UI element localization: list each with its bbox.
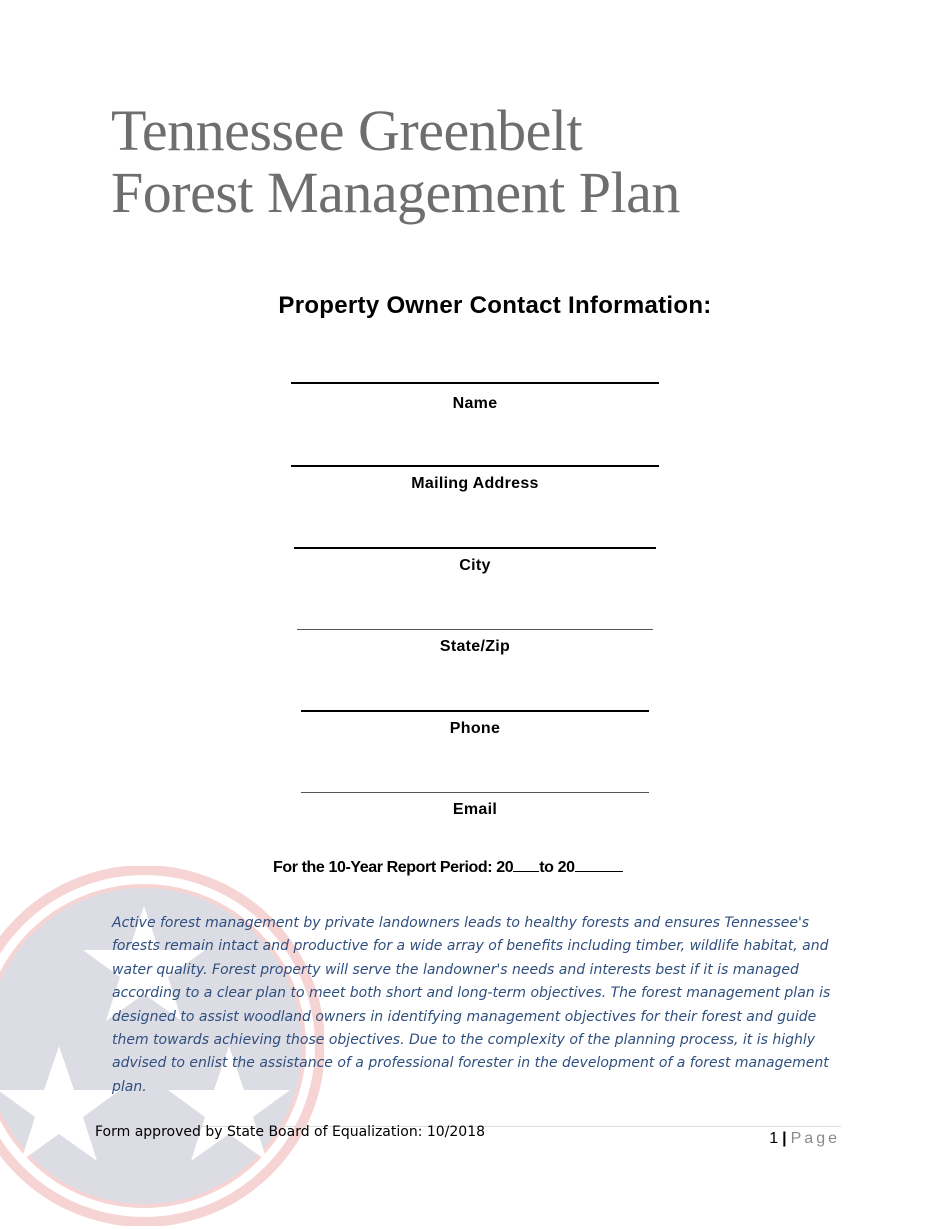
mailing-address-field[interactable] xyxy=(291,465,659,493)
city-field[interactable] xyxy=(294,547,656,575)
city-line[interactable] xyxy=(294,547,656,549)
phone-label: Phone xyxy=(449,720,501,737)
report-period-prefix: For the 10-Year Report Period: 20 xyxy=(273,859,514,876)
state-zip-label: State/Zip xyxy=(439,638,511,655)
report-period-start-blank[interactable] xyxy=(513,857,539,872)
report-period-end-blank[interactable] xyxy=(575,857,623,872)
name-line[interactable] xyxy=(291,382,659,384)
state-zip-field[interactable] xyxy=(297,629,653,656)
mailing-address-label: Mailing Address xyxy=(411,475,539,492)
city-label: City xyxy=(459,557,491,574)
phone-field[interactable] xyxy=(301,710,649,738)
page-separator: | xyxy=(782,1130,787,1147)
footer-page-number xyxy=(769,1130,840,1148)
document-title xyxy=(111,100,680,224)
intro-paragraph: Active forest management by private landowners leads to healthy forests and ensures Tennessee's forests remain intact and productive for a wide array of benefits including timber, wildlife habitat, and water quality. Forest property will serve the landowner's needs and interests best if it is managed according to a clear plan to meet both short and long-term objectives. The forest management plan is designed to assist woodland owners in identifying management objectives for their forest and guide them towards achieving those objectives. Due to the complexity of the planning process, it is highly advised to enlist the assistance of a professional forester in the development of a forest management plan. xyxy=(112,915,831,1095)
email-label: Email xyxy=(452,801,498,818)
title-line-1: Tennessee Greenbelt xyxy=(111,98,583,163)
name-field[interactable] xyxy=(291,382,659,413)
title-line-2: Forest Management Plan xyxy=(111,160,680,225)
report-period-middle: to 20 xyxy=(539,859,575,876)
email-field[interactable] xyxy=(301,792,649,819)
page-number: 1 xyxy=(769,1130,779,1147)
email-line[interactable] xyxy=(301,792,649,793)
footer-approval-note: Form approved by State Board of Equalization: 10/2018 xyxy=(95,1124,486,1140)
report-period xyxy=(273,857,623,877)
section-heading: Property Owner Contact Information: xyxy=(278,292,712,319)
state-zip-line[interactable] xyxy=(297,629,653,630)
name-label: Name xyxy=(452,395,498,412)
page-word: Page xyxy=(790,1130,840,1147)
mailing-address-line[interactable] xyxy=(291,465,659,467)
phone-line[interactable] xyxy=(301,710,649,712)
